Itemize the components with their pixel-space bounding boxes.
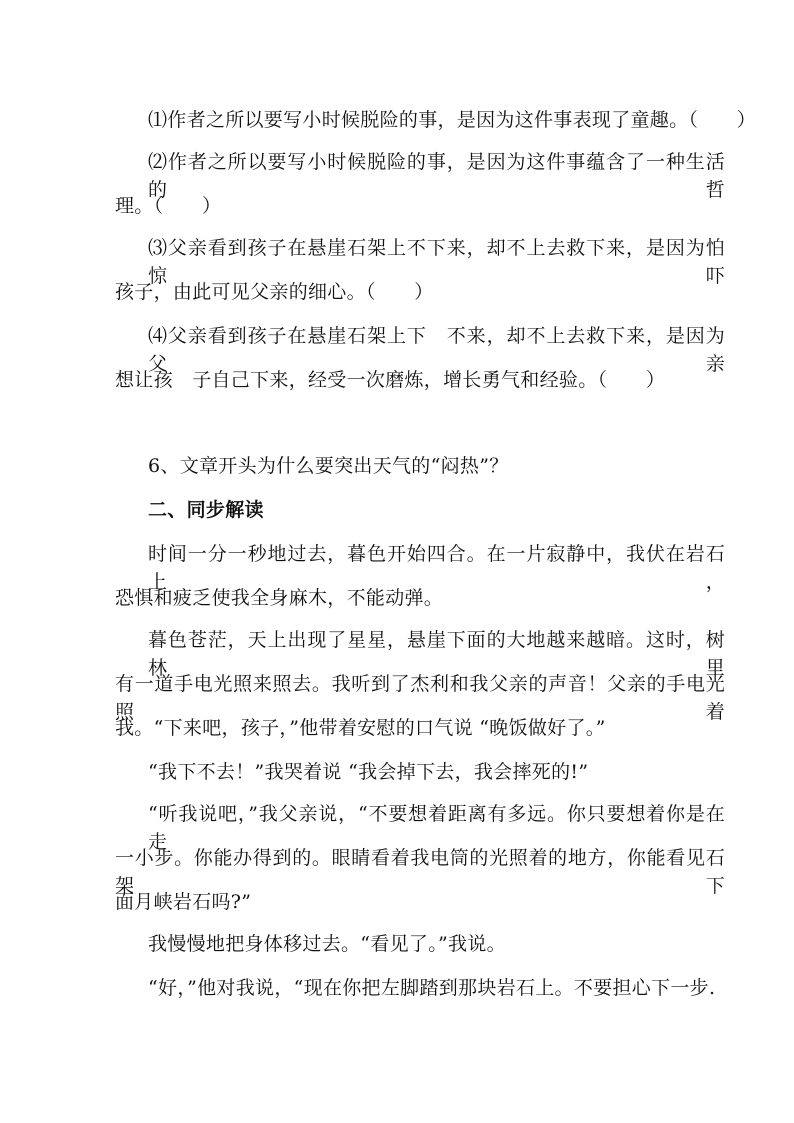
passage-paragraph-3: “我下不去！”我哭着说 “我会掉下去，我会摔死的!” [148, 761, 589, 783]
passage-paragraph-4-line-2: 一小步。你能办得到的。眼睛看着我电筒的光照着的地方，你能看见石架下 [115, 847, 725, 897]
question-2-line-1: ⑵作者之所以要写小时候脱险的事，是因为这件事蕴含了一种生活的哲 [148, 151, 725, 201]
question-1: ⑴作者之所以要写小时候脱险的事，是因为这件事表现了童趣。（ ） [148, 109, 757, 131]
question-6: 6、文章开头为什么要突出天气的“闷热”？ [148, 455, 509, 477]
passage-paragraph-4-line-3: 面月峡岩石吗?” [115, 891, 252, 913]
passage-paragraph-1-line-1: 时间一分一秒地过去，暮色开始四合。在一片寂静中，我伏在岩石上， [148, 543, 725, 593]
section-heading: 二、同步解读 [148, 499, 264, 521]
passage-paragraph-2-line-2: 有一道手电光照来照去。我听到了杰利和我父亲的声音！父亲的手电光照着 [115, 673, 725, 723]
passage-paragraph-2-line-3: 我。“下来吧，孩子，”他带着安慰的口气说 “晚饭做好了。” [115, 717, 606, 739]
passage-paragraph-6: “好，”他对我说，“现在你把左脚踏到那块岩石上。不要担心下一步. [148, 977, 716, 999]
passage-paragraph-1-line-2: 恐惧和疲乏使我全身麻木，不能动弹。 [115, 587, 444, 609]
passage-paragraph-2-line-1: 暮色苍茫，天上出现了星星，悬崖下面的大地越来越暗。这时，树林里 [148, 629, 725, 679]
passage-paragraph-5: 我慢慢地把身体移过去。“看见了。”我说。 [148, 933, 506, 955]
question-3-line-1: ⑶父亲看到孩子在悬崖石架上不下来，却不上去救下来，是因为怕惊吓 [148, 237, 725, 287]
question-4-line-1: ⑷父亲看到孩子在悬崖石架上下 不来，却不上去救下来，是因为父亲 [148, 325, 725, 375]
question-4-line-2: 想让孩 子自己下来，经受一次磨炼，增长勇气和经验。（ ） [115, 369, 666, 391]
question-3-line-2: 孩子，由此可见父亲的细心。（ ） [115, 281, 434, 303]
passage-paragraph-4-line-1: “听我说吧，”我父亲说，“不要想着距离有多远。你只要想着你是在走 [148, 803, 725, 853]
question-2-line-2: 理。（ ） [115, 195, 222, 217]
